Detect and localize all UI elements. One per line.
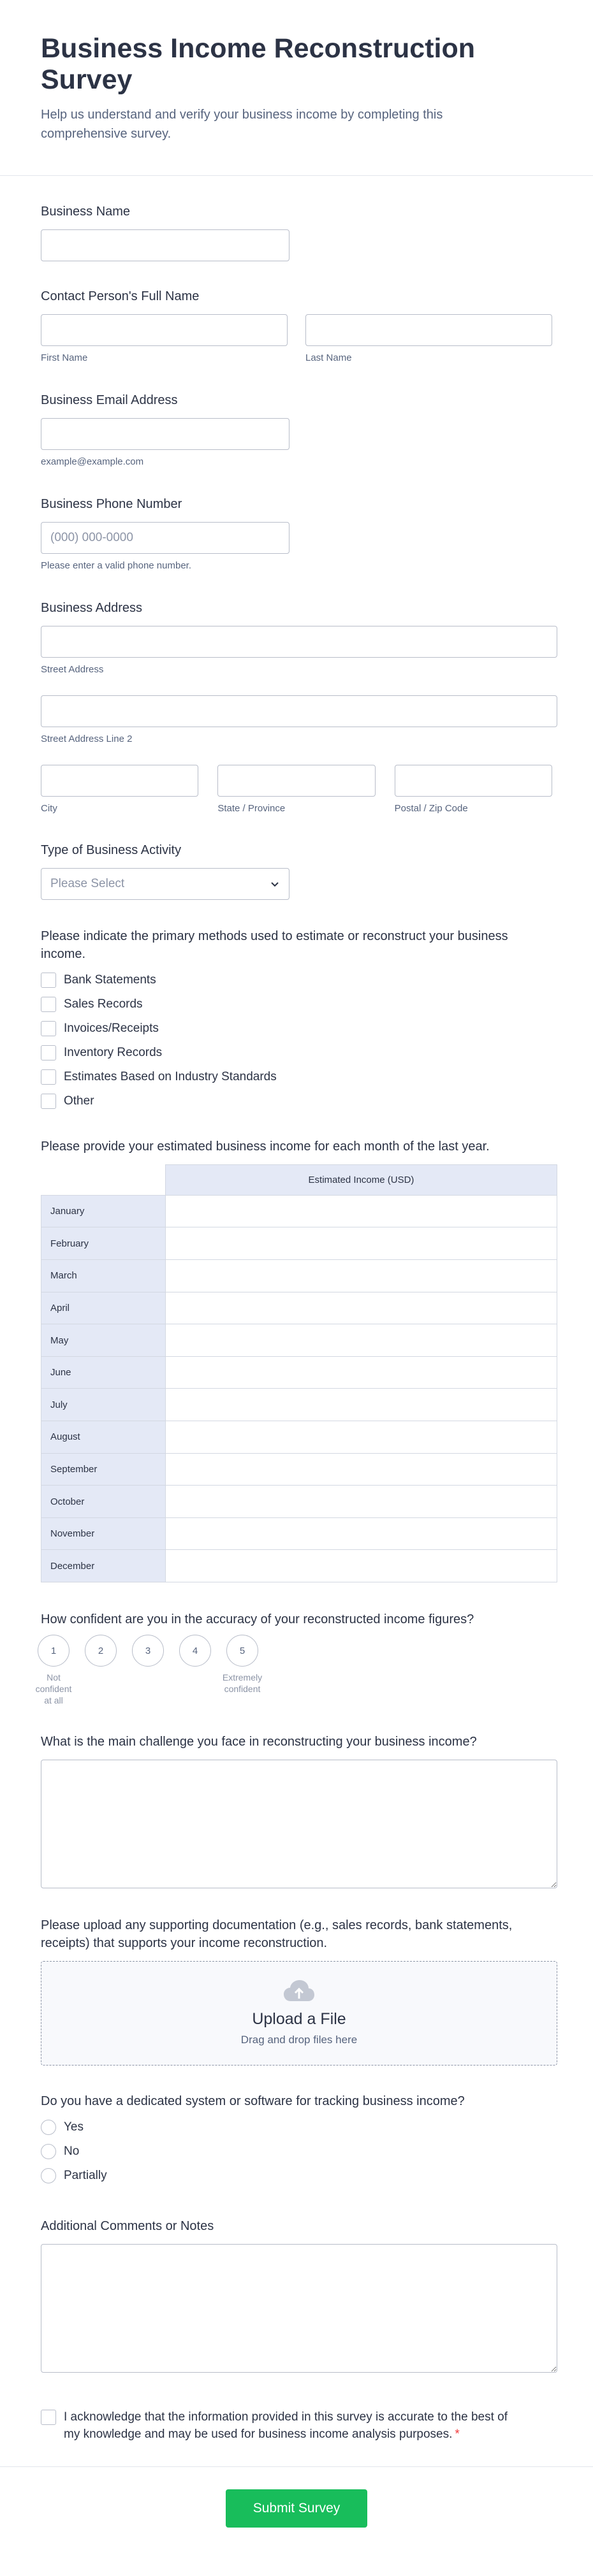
challenge-textarea[interactable]: [41, 1760, 557, 1888]
system-option[interactable]: [41, 2119, 552, 2136]
phone-sublabel: Please enter a valid phone number.: [41, 560, 191, 571]
income-cell[interactable]: [166, 1550, 557, 1582]
income-cell[interactable]: [166, 1453, 557, 1486]
methods-options: [41, 972, 552, 1110]
city-sublabel: City: [41, 802, 57, 814]
month-label: August: [41, 1421, 166, 1454]
acknowledge-checkbox[interactable]: [41, 2410, 56, 2425]
scale-option[interactable]: 1: [38, 1635, 70, 1667]
activity-select[interactable]: [41, 868, 289, 900]
matrix-row: [41, 1324, 557, 1357]
scale-item: [131, 1635, 165, 1707]
acknowledge-label: I acknowledge that the information provided in this survey is accurate to the best of my knowledge and may be used for business income analysis purposes.: [64, 2410, 508, 2442]
postal-sublabel: Postal / Zip Code: [394, 802, 468, 814]
method-option[interactable]: [41, 1069, 552, 1085]
matrix-row: [41, 1227, 557, 1260]
scale-item: [84, 1635, 117, 1707]
challenge-question: [41, 1707, 552, 1888]
method-option[interactable]: [41, 1045, 552, 1061]
income-cell[interactable]: [166, 1195, 557, 1227]
method-option-label: Invoices/Receipts: [64, 1021, 159, 1035]
system-option-label: No: [64, 2144, 80, 2158]
system-option[interactable]: [41, 2143, 552, 2160]
scale-max-label: Extremely confident: [222, 1672, 263, 1695]
postal-input[interactable]: [395, 765, 552, 797]
business-name-label: Business Name: [41, 204, 131, 219]
radio-button[interactable]: [41, 2168, 56, 2183]
month-label: April: [41, 1292, 166, 1324]
month-label: December: [41, 1550, 166, 1582]
matrix-row: [41, 1260, 557, 1292]
contact-name-question: [41, 261, 552, 363]
state-input[interactable]: [217, 765, 375, 797]
radio-button[interactable]: [41, 2144, 56, 2159]
checkbox[interactable]: [41, 973, 56, 988]
scale-option[interactable]: 4: [179, 1635, 211, 1667]
method-option[interactable]: [41, 1020, 552, 1037]
matrix-row: [41, 1421, 557, 1454]
method-option[interactable]: [41, 996, 552, 1013]
first-name-sublabel: First Name: [41, 352, 88, 363]
email-sublabel: example@example.com: [41, 456, 144, 467]
month-label: September: [41, 1453, 166, 1486]
scale-item: [222, 1635, 263, 1707]
address-label: Business Address: [41, 600, 142, 615]
income-cell[interactable]: [166, 1389, 557, 1421]
method-option[interactable]: [41, 1093, 552, 1110]
methods-label: Please indicate the primary methods used to estimate or reconstruct your business income.: [41, 929, 508, 961]
confidence-scale: [35, 1635, 552, 1707]
income-cell[interactable]: [166, 1260, 557, 1292]
comments-question: [41, 2184, 552, 2373]
state-sublabel: State / Province: [217, 802, 286, 814]
upload-question: [41, 1888, 552, 2066]
method-option-label: Estimates Based on Industry Standards: [64, 1069, 277, 1083]
business-name-input[interactable]: [41, 229, 289, 261]
method-option-label: Sales Records: [64, 997, 143, 1011]
comments-textarea[interactable]: [41, 2244, 557, 2373]
page-subtitle: Help us understand and verify your business income by completing this comprehensive survey.: [41, 107, 443, 141]
form-header: [0, 0, 593, 176]
month-label: October: [41, 1486, 166, 1518]
activity-question: [41, 814, 552, 900]
cloud-upload-icon: [283, 1979, 315, 2002]
city-input[interactable]: [41, 765, 198, 797]
monthly-income-question: [41, 1110, 552, 1582]
income-cell[interactable]: [166, 1227, 557, 1260]
challenge-label: What is the main challenge you face in reconstructing your business income?: [41, 1734, 477, 1749]
matrix-row: [41, 1292, 557, 1324]
checkbox[interactable]: [41, 1069, 56, 1085]
income-cell[interactable]: [166, 1486, 557, 1518]
monthly-income-matrix: [41, 1164, 557, 1582]
checkbox[interactable]: [41, 1094, 56, 1109]
scale-min-label: Not confident at all: [35, 1672, 72, 1706]
survey-form: [0, 176, 593, 2443]
matrix-row: [41, 1486, 557, 1518]
upload-label: Please upload any supporting documentation (e.g., sales records, bank statements, receipts) that supports your income reconstruction.: [41, 1918, 513, 1950]
page-title: Business Income Reconstruction Survey: [41, 33, 475, 96]
method-option-label: Bank Statements: [64, 973, 156, 987]
acknowledge-text: [64, 2408, 523, 2443]
upload-hint: Drag and drop files here: [240, 2034, 358, 2046]
business-name-question: [41, 176, 552, 261]
system-label: Do you have a dedicated system or software for tracking business income?: [41, 2094, 465, 2108]
income-cell[interactable]: [166, 1292, 557, 1324]
upload-title: Upload a File: [252, 2010, 346, 2029]
methods-question: [41, 900, 552, 1110]
address-question: [41, 571, 552, 814]
first-name-input[interactable]: [41, 314, 288, 346]
last-name-sublabel: Last Name: [305, 352, 352, 363]
checkbox[interactable]: [41, 1045, 56, 1060]
income-cell[interactable]: [166, 1421, 557, 1454]
email-question: [41, 363, 552, 467]
street-address-line2-input[interactable]: [41, 695, 557, 727]
phone-input[interactable]: [41, 522, 289, 554]
scale-item: [179, 1635, 212, 1707]
scale-option[interactable]: 2: [85, 1635, 117, 1667]
submit-button[interactable]: Submit Survey: [226, 2489, 367, 2528]
confidence-question: [35, 1582, 552, 1707]
last-name-input[interactable]: [305, 314, 552, 346]
matrix-row: [41, 1195, 557, 1227]
method-option[interactable]: [41, 972, 552, 988]
checkbox[interactable]: [41, 1021, 56, 1036]
scale-option[interactable]: 5: [226, 1635, 258, 1667]
method-option-label: Other: [64, 1094, 94, 1108]
system-option[interactable]: [41, 2167, 552, 2184]
phone-label: Business Phone Number: [41, 496, 182, 511]
street-address-line2-sublabel: Street Address Line 2: [41, 733, 133, 744]
scale-option[interactable]: 3: [132, 1635, 164, 1667]
matrix-row: [41, 1550, 557, 1582]
system-option-label: Partially: [64, 2168, 107, 2182]
confidence-label: How confident are you in the accuracy of your reconstructed income figures?: [41, 1612, 474, 1626]
income-cell[interactable]: [166, 1517, 557, 1550]
form-footer: [0, 2466, 593, 2564]
system-options: [41, 2119, 552, 2184]
month-label: March: [41, 1260, 166, 1292]
matrix-column-header: Estimated Income (USD): [166, 1164, 557, 1195]
phone-question: [41, 467, 552, 571]
file-upload-dropzone[interactable]: [41, 1961, 557, 2066]
month-label: July: [41, 1389, 166, 1421]
chevron-down-icon: [270, 879, 280, 889]
month-label: January: [41, 1195, 166, 1227]
street-address-sublabel: Street Address: [41, 663, 104, 675]
month-label: February: [41, 1227, 166, 1260]
method-option-label: Inventory Records: [64, 1045, 163, 1059]
month-label: November: [41, 1517, 166, 1550]
matrix-row: [41, 1517, 557, 1550]
contact-name-label: Contact Person's Full Name: [41, 289, 200, 303]
activity-label: Type of Business Activity: [41, 843, 182, 857]
month-label: June: [41, 1356, 166, 1389]
system-option-label: Yes: [64, 2120, 84, 2134]
matrix-row: [41, 1453, 557, 1486]
income-cell[interactable]: [166, 1324, 557, 1357]
required-asterisk: *: [455, 2428, 460, 2442]
activity-selected-value: Please Select: [50, 876, 125, 890]
month-label: May: [41, 1324, 166, 1357]
matrix-row: [41, 1389, 557, 1421]
acknowledgement: [41, 2373, 552, 2443]
comments-label: Additional Comments or Notes: [41, 2218, 214, 2233]
system-question: [41, 2066, 552, 2184]
matrix-row: [41, 1356, 557, 1389]
radio-button[interactable]: [41, 2120, 56, 2135]
email-input[interactable]: [41, 418, 289, 450]
checkbox[interactable]: [41, 997, 56, 1012]
income-cell[interactable]: [166, 1356, 557, 1389]
street-address-input[interactable]: [41, 626, 557, 658]
monthly-income-label: Please provide your estimated business income for each month of the last year.: [41, 1139, 490, 1154]
scale-item: [37, 1635, 70, 1707]
email-label: Business Email Address: [41, 393, 178, 407]
matrix-corner: [41, 1164, 166, 1195]
